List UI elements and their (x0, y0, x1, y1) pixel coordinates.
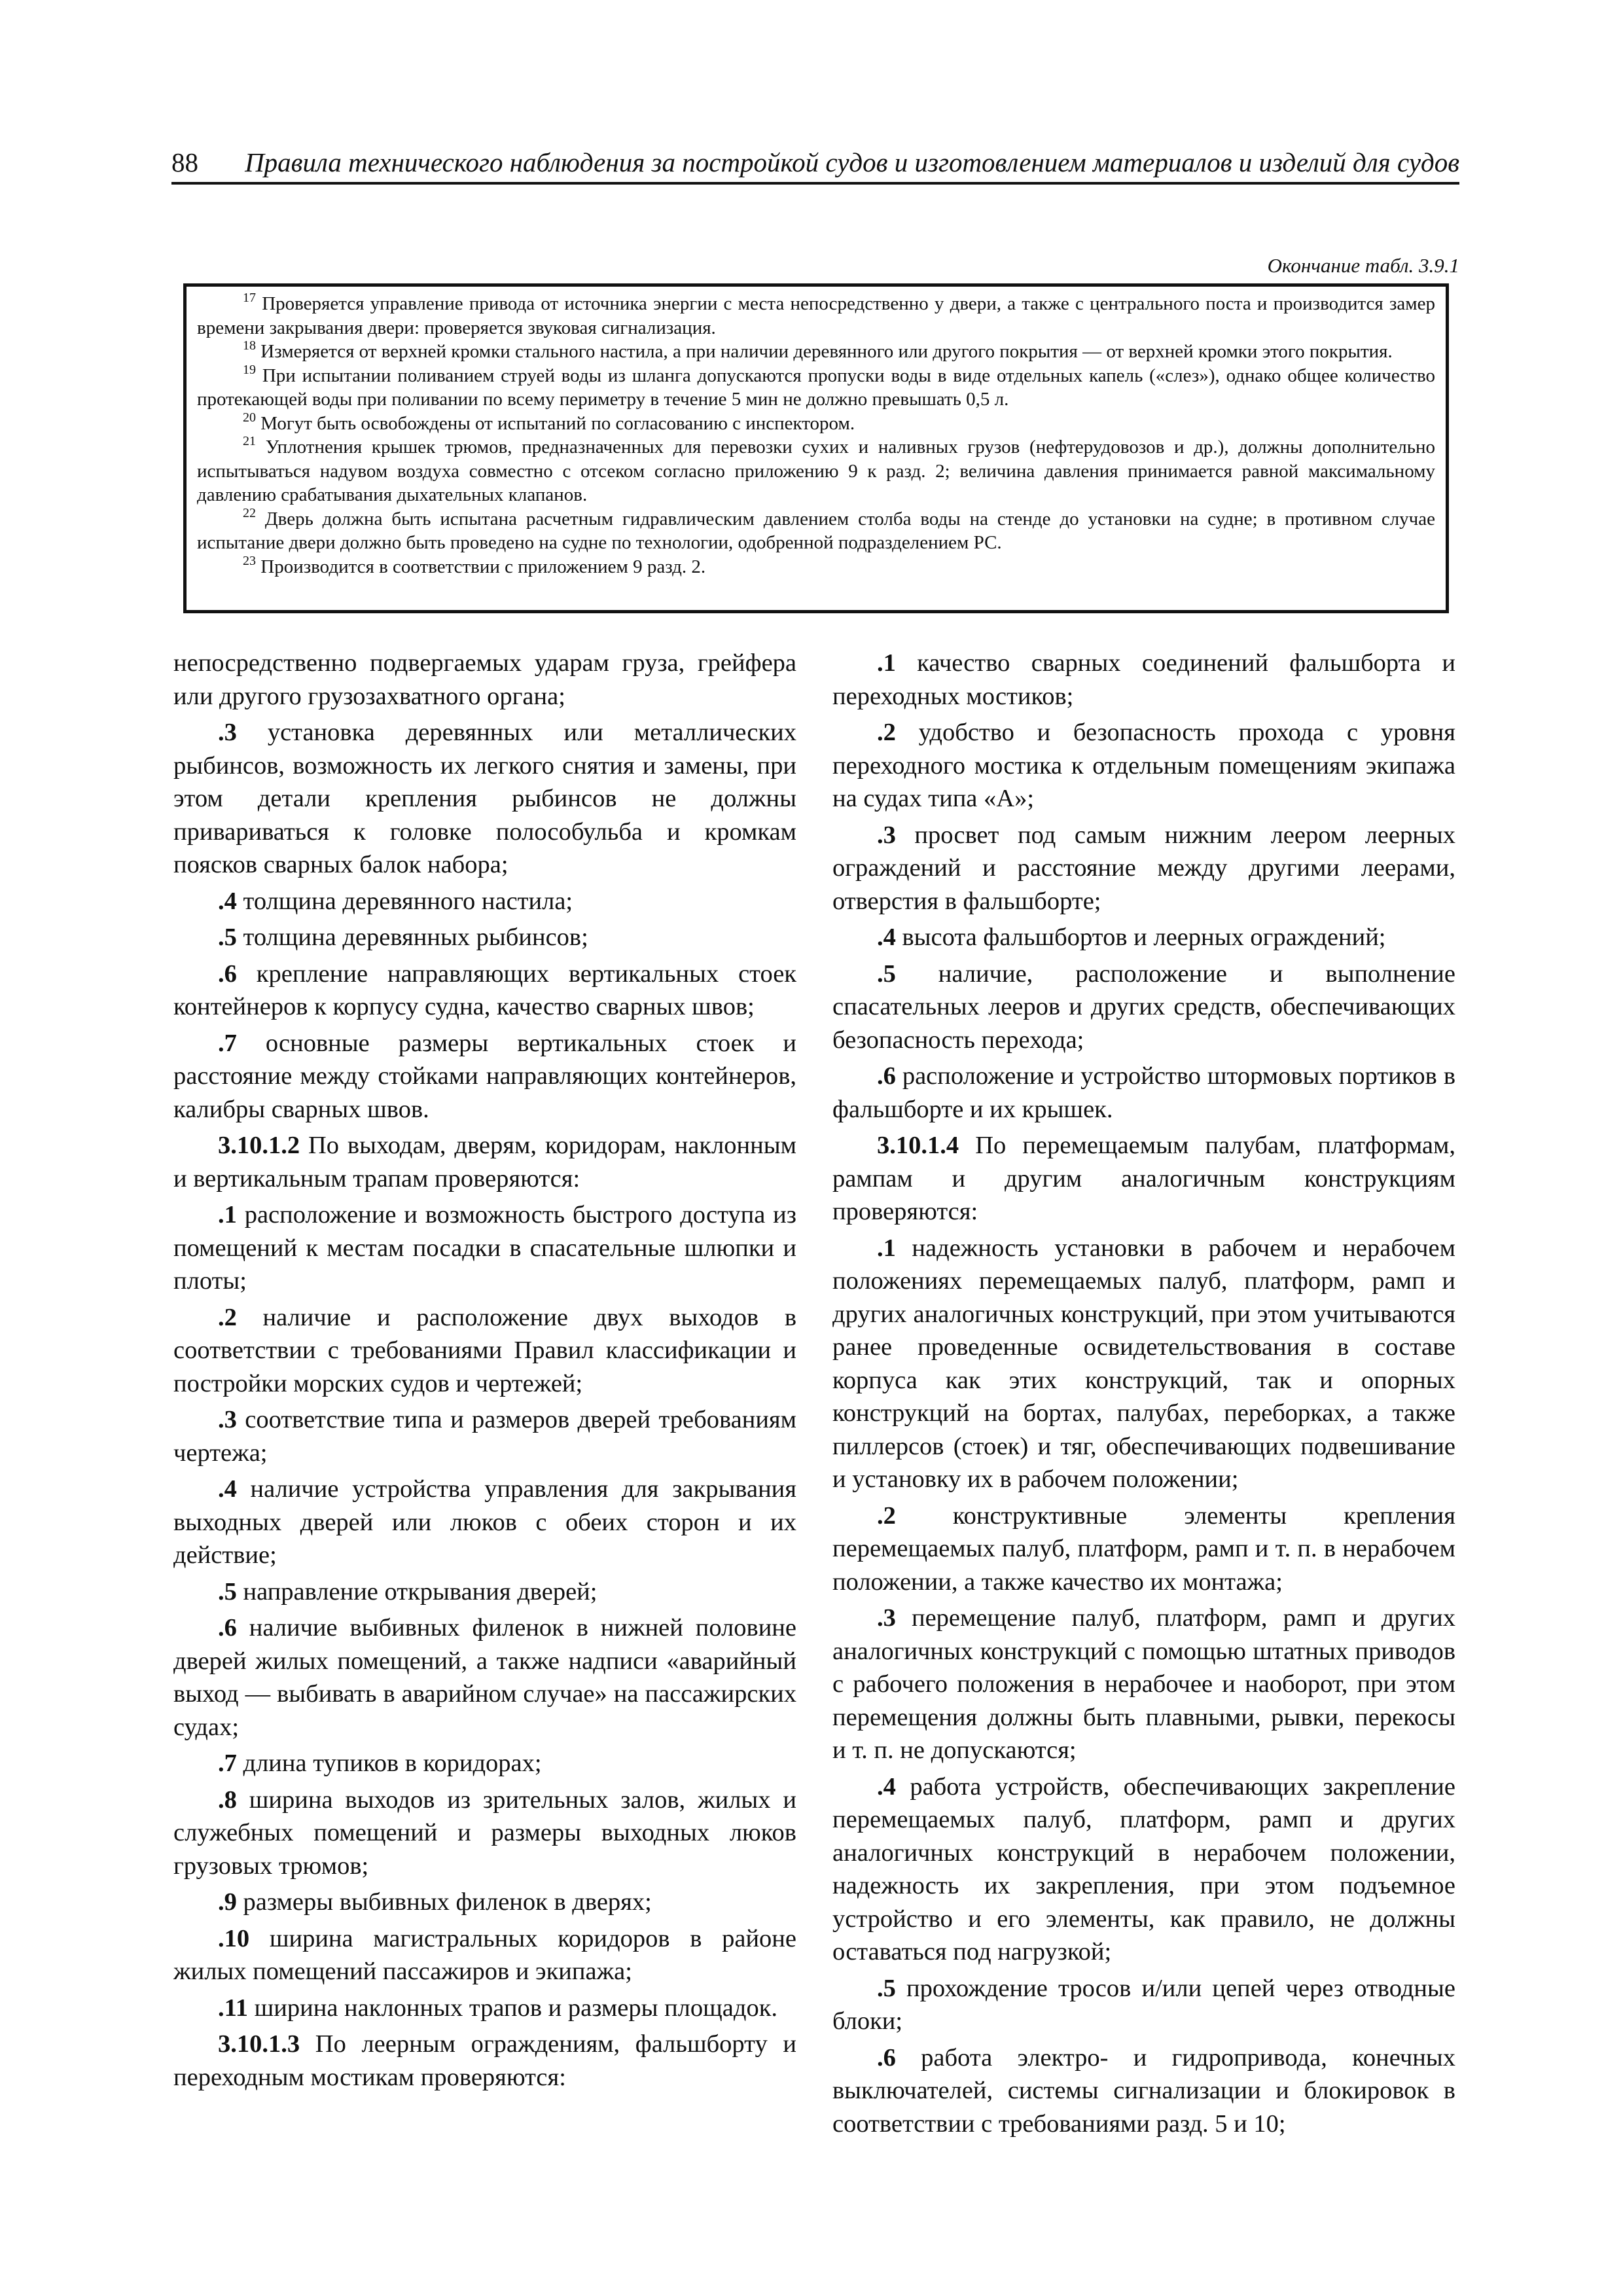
item-text: По перемещаемым палубам, платформам, рампам и другим аналогичным конструкциям проверяются: (832, 1132, 1455, 1225)
paragraph (173, 921, 796, 954)
paragraph (173, 1403, 796, 1469)
paragraph (832, 2041, 1455, 2141)
item-marker: .6 (877, 2043, 896, 2072)
paragraph (832, 647, 1455, 713)
item-marker: .6 (218, 1614, 237, 1641)
paragraph (173, 1922, 796, 1988)
item-marker: .3 (877, 1604, 896, 1632)
paragraph (173, 1129, 796, 1195)
item-marker: .2 (877, 1501, 896, 1530)
paragraph (173, 1198, 796, 1298)
item-text: основные размеры вертикальных стоек и расстояние между стойками направляющих контейнеров, калибры сварных швов. (173, 1029, 796, 1123)
footnote-20 (197, 412, 1435, 436)
item-text: ширина магистральных коридоров в районе жилых помещений пассажиров и экипажа; (173, 1924, 796, 1985)
paragraph (832, 1972, 1455, 2038)
item-text: ширина выходов из зрительных залов, жилых и служебных помещений и размеры выходных люков грузовых трюмов; (173, 1785, 796, 1880)
footnote-number: 18 (243, 338, 256, 353)
item-marker: .4 (877, 1772, 896, 1801)
footnote-text: Проверяется управление привода от источника энергии с места непосредственно у двери, а также с центрального поста и производится замер времени закрывания двери: проверяется звуковая сигнализация. (197, 293, 1436, 338)
item-marker: 3.10.1.2 (218, 1132, 300, 1159)
paragraph (832, 1129, 1455, 1229)
page-header (171, 143, 1459, 185)
item-marker: .3 (218, 1406, 237, 1433)
right-column (832, 647, 1455, 2144)
footnote-19 (197, 364, 1435, 412)
item-text: По выходам, дверям, коридорам, наклонным и вертикальным трапам проверяются: (173, 1132, 796, 1193)
item-marker: .2 (218, 1303, 237, 1331)
paragraph (832, 819, 1455, 918)
item-marker: .5 (877, 960, 896, 988)
left-column (173, 647, 796, 2097)
paragraph (173, 1027, 796, 1126)
footnote-text: Измеряется от верхней кромки стального настила, а при наличии деревянного или другого покрытия — от верхней кромки этого покрытия. (260, 341, 1393, 362)
item-marker: .5 (218, 924, 237, 951)
item-text: По леерным ограждениям, фальшборту и переходным мостикам проверяются: (173, 2030, 796, 2091)
paragraph (173, 1747, 796, 1780)
paragraph (832, 921, 1455, 954)
paragraph (832, 958, 1455, 1057)
item-text: наличие, расположение и выполнение спасательных лееров и других средств, обеспечивающих безопасность перехода; (832, 960, 1455, 1054)
paragraph (832, 1499, 1455, 1599)
footnote-21 (197, 435, 1435, 507)
item-text: соответствие типа и размеров дверей требованиям чертежа; (173, 1406, 796, 1467)
item-text: просвет под самым нижним леером леерных ограждений и расстояние между другими леерами, отверстия в фальшборте; (832, 821, 1455, 915)
item-marker: .5 (218, 1577, 237, 1605)
item-text: работа устройств, обеспечивающих закрепление перемещаемых палуб, платформ, рамп и других аналогичных конструкций в нерабочем положении, надежность их закрепления, при этом подъемное устройство и его элементы, как правило, не должны оставаться под нагрузкой; (832, 1772, 1455, 1965)
paragraph (832, 1232, 1455, 1496)
item-marker: .1 (877, 649, 896, 677)
footnote-text: При испытании поливанием струей воды из шланга допускаются пропуски воды в виде отдельных капель («слез»), однако общее количество протекающей воды при поливании по всему периметру в течение 5 мин не должно превышать 0,5 л. (197, 365, 1436, 410)
paragraph (832, 1060, 1455, 1126)
item-marker: 3.10.1.3 (218, 2030, 300, 2058)
item-text: направление открывания дверей; (236, 1577, 597, 1605)
item-text: наличие устройства управления для закрывания выходных дверей или люков с обеих сторон и их действие; (173, 1475, 796, 1569)
paragraph (173, 1473, 796, 1572)
item-marker: .4 (218, 1475, 237, 1503)
footnote-number: 21 (243, 434, 256, 448)
item-text: установка деревянных или металлических рыбинсов, возможность их легкого снятия и замены, при этом детали крепления рыбинсов не должны привариваться к головке полособульба и кромкам поясков сварных балок набора; (173, 719, 796, 878)
item-text: расположение и устройство штормовых портиков в фальшборте и их крышек. (832, 1062, 1455, 1123)
item-text: размеры выбивных филенок в дверях; (236, 1888, 652, 1916)
item-text: наличие выбивных филенок в нижней половине дверей жилых помещений, а также надписи «аварийный выход — выбивать в аварийном случае» на пассажирских судах; (173, 1614, 796, 1741)
item-marker: .11 (218, 1994, 249, 2022)
item-text: работа электро- и гидропривода, конечных выключателей, системы сигнализации и блокировок в соответствии с требованиями разд. 5 и 10; (832, 2043, 1455, 2138)
footnote-text: Могут быть освобождены от испытаний по согласованию с инспектором. (260, 412, 855, 434)
footnote-number: 17 (243, 291, 256, 305)
footnote-18 (197, 340, 1435, 364)
page-number: 88 (171, 147, 198, 177)
paragraph (173, 647, 796, 713)
footnote-text: Производится в соответствии с приложением 9 разд. 2. (260, 556, 706, 577)
item-marker: .1 (877, 1234, 896, 1262)
footnote-17 (197, 292, 1435, 340)
item-text: наличие и расположение двух выходов в соответствии с требованиями Правил классификации и постройки морских судов и чертежей; (173, 1303, 796, 1397)
paragraph (173, 1784, 796, 1883)
item-text: крепление направляющих вертикальных стоек контейнеров к корпусу судна, качество сварных швов; (173, 960, 796, 1020)
running-title: Правила технического наблюдения за постройкой судов и изготовлением материалов и изделий для судов (245, 147, 1459, 177)
footnote-text: Дверь должна быть испытана расчетным гидравлическим давлением столба воды на стенде до установки на судне; в противном случае испытание двери должно быть проведено на судне по технологии, одобренной подразделением РС. (197, 508, 1435, 553)
footnote-text: Уплотнения крышек трюмов, предназначенных для перевозки сухих и наливных грузов (нефтерудовозов и др.), должны дополнительно испытываться надувом воздуха совместно с отсеком согласно приложению 9 к разд. 2; величина давления принимается равной максимальному давлению срабатывания дыхательных клапанов. (197, 437, 1435, 505)
footnote-23 (197, 555, 1435, 579)
item-text: качество сварных соединений фальшборта и переходных мостиков; (832, 649, 1455, 710)
item-marker: .2 (877, 719, 896, 746)
item-marker: .3 (218, 719, 237, 746)
item-marker: .9 (218, 1888, 237, 1916)
item-text: надежность установки в рабочем и нерабочем положениях перемещаемых палуб, платформ, рамп и других аналогичных конструкций, при этом учитываются ранее проведенные освидетельствования в составе корпуса как этих конструкций, так и опорных конструкций на бортах, палубах, переборках, а также пиллерсов (стоек) и тяг, обеспечивающих подвешивание и установку их в рабочем положении; (832, 1234, 1455, 1493)
paragraph (832, 1770, 1455, 1969)
table-continuation-label: Окончание табл. 3.9.1 (1267, 254, 1459, 277)
footnote-number: 23 (243, 553, 256, 568)
item-text: перемещение палуб, платформ, рамп и других аналогичных конструкций с помощью штатных приводов с рабочего положения в нерабочее и наоборот, при этом перемещения должны быть плавными, рывки, перекосы и т. п. не допускаются; (832, 1604, 1455, 1764)
item-text: прохождение тросов и/или цепей через отводные блоки; (832, 1974, 1455, 2035)
item-text: длина тупиков в коридорах; (236, 1749, 542, 1777)
footnote-number: 20 (243, 410, 256, 425)
item-text: непосредственно подвергаемых ударам груза, грейфера или другого грузозахватного органа; (173, 649, 796, 710)
item-text: расположение и возможность быстрого доступа из помещений к местам посадки в спасательные шлюпки и плоты; (173, 1201, 796, 1295)
item-marker: .7 (218, 1749, 237, 1777)
paragraph (173, 958, 796, 1024)
item-marker: .4 (877, 924, 896, 951)
paragraph (173, 1301, 796, 1401)
item-marker: .5 (877, 1974, 896, 2002)
item-marker: .6 (877, 1062, 896, 1090)
paragraph (173, 1886, 796, 1919)
footnote-number: 19 (243, 362, 256, 377)
paragraph (173, 1575, 796, 1609)
item-text: ширина наклонных трапов и размеры площадок. (248, 1994, 778, 2022)
paragraph (173, 1611, 796, 1744)
paragraph (173, 2028, 796, 2094)
item-text: конструктивные элементы крепления перемещаемых палуб, платформ, рамп и т. п. в нерабочем положении, а также качество их монтажа; (832, 1501, 1455, 1596)
footnote-22 (197, 507, 1435, 555)
item-marker: .4 (218, 887, 237, 915)
item-marker: .1 (218, 1201, 237, 1229)
item-marker: .8 (218, 1785, 237, 1814)
paragraph (173, 1992, 796, 2025)
item-text: толщина деревянного настила; (236, 887, 573, 915)
paragraph (832, 1602, 1455, 1767)
item-text: удобство и безопасность прохода с уровня переходного мостика к отдельным помещениям экипажа на судах типа «А»; (832, 719, 1455, 812)
paragraph (832, 716, 1455, 816)
footnotes-box (183, 283, 1449, 613)
footnote-number: 22 (243, 505, 256, 520)
item-marker: .7 (218, 1029, 237, 1057)
item-marker: .6 (218, 960, 237, 988)
paragraph (173, 885, 796, 918)
item-marker: .10 (218, 1924, 250, 1952)
item-text: высота фальшбортов и леерных ограждений; (895, 924, 1386, 951)
item-marker: .3 (877, 821, 896, 849)
item-text: толщина деревянных рыбинсов; (236, 924, 588, 951)
paragraph (173, 716, 796, 882)
item-marker: 3.10.1.4 (877, 1132, 959, 1159)
